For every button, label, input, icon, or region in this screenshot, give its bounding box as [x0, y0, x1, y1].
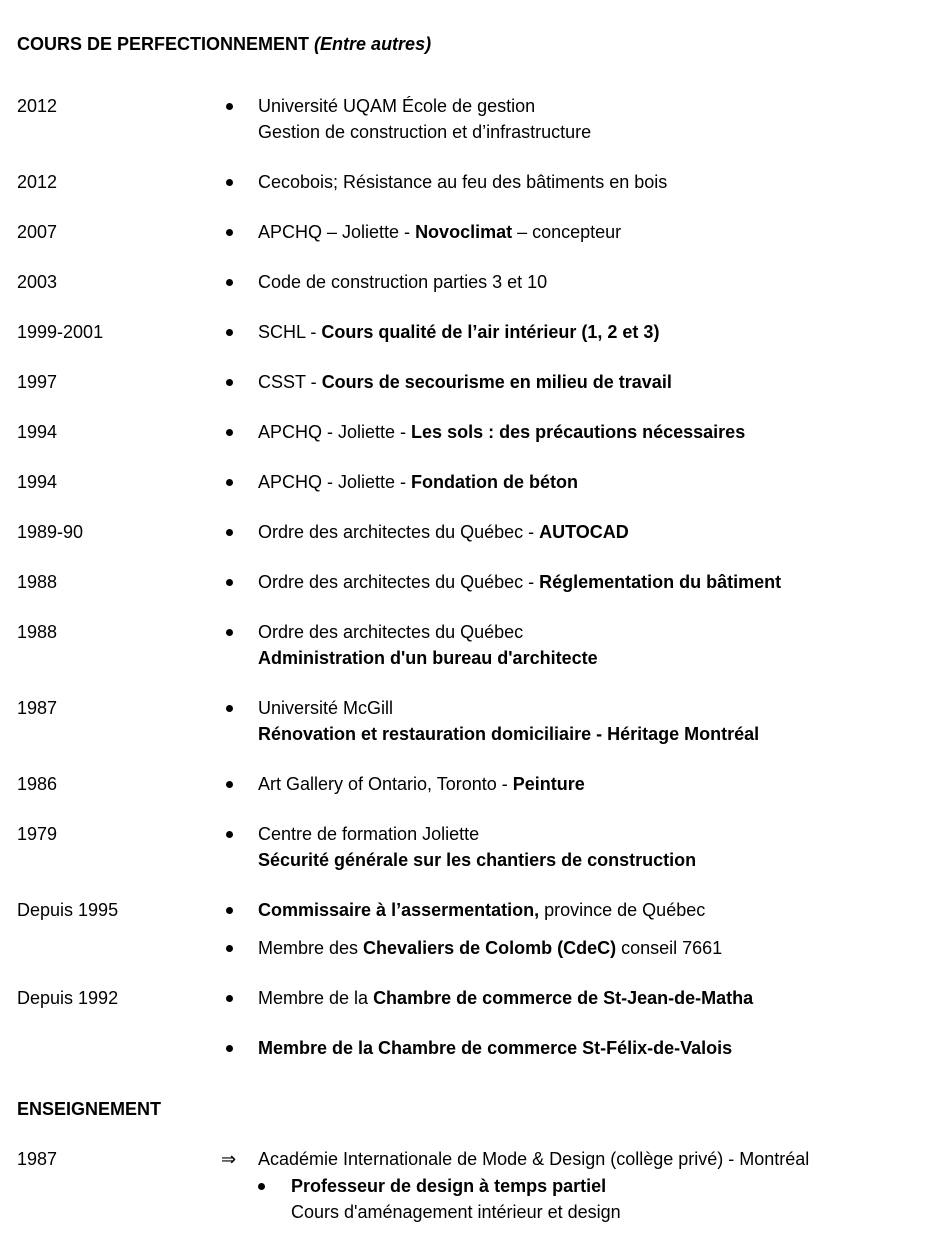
entry-year: 2012 — [17, 96, 58, 116]
bullet-icon — [226, 93, 235, 119]
entry-pre: APCHQ - Joliette - — [258, 472, 412, 492]
entry-line1: Ordre des architectes du Québec — [258, 622, 524, 642]
entry-text — [258, 469, 578, 495]
bullet-icon — [226, 269, 235, 295]
entry-bold: Réglementation du bâtiment — [539, 572, 782, 592]
entry-year: 1986 — [17, 774, 58, 794]
entry-bold: Membre de la Chambre de commerce St-Félix-de-Valois — [258, 1038, 733, 1058]
entry-pre: Art Gallery of Ontario, Toronto - — [258, 774, 513, 794]
entry-bold: Cours de secourisme en milieu de travail — [321, 372, 672, 392]
entry-year: 1997 — [17, 372, 58, 392]
entry-text — [258, 219, 621, 245]
teaching-role-text — [291, 1173, 621, 1225]
section-title-enseignement: ENSEIGNEMENT — [17, 1099, 162, 1119]
bullet-icon — [226, 771, 235, 797]
entry-pre: APCHQ - Joliette - — [258, 422, 412, 442]
entry-year: 1999-2001 — [17, 322, 104, 342]
role-title: Professeur de design à temps partiel — [291, 1176, 607, 1196]
entry-pre: Membre des — [258, 938, 364, 958]
entry-text — [258, 93, 591, 145]
bullet-icon — [226, 1035, 235, 1061]
section-title-note: (Entre autres) — [314, 34, 432, 54]
role-course: Cours d'aménagement intérieur et design — [291, 1202, 621, 1222]
bullet-icon — [226, 897, 235, 923]
bullet-icon — [226, 219, 235, 245]
entry-line1: Centre de formation Joliette — [258, 824, 480, 844]
entry-text — [258, 619, 598, 671]
bullet-icon — [226, 319, 235, 345]
entry-year: 1994 — [17, 422, 58, 442]
entry-text: Code de construction parties 3 et 10 — [258, 272, 548, 292]
entry-bold: Les sols : des précautions nécessaires — [411, 422, 746, 442]
entry-bold: Fondation de béton — [411, 472, 579, 492]
entry-line2: Gestion de construction et d’infrastructure — [258, 122, 592, 142]
entry-bold: Peinture — [512, 774, 585, 794]
entry-text — [258, 569, 781, 595]
entry-text — [258, 897, 705, 923]
bullet-icon — [226, 935, 235, 961]
entry-bold: Chambre de commerce de St-Jean-de-Matha — [373, 988, 754, 1008]
entry-year: 1988 — [17, 572, 58, 592]
entry-pre: APCHQ – Joliette - — [258, 222, 416, 242]
bullet-icon — [226, 419, 235, 445]
entry-bold: Novoclimat — [415, 222, 513, 242]
entry-text — [258, 519, 629, 545]
bullet-icon — [226, 619, 235, 645]
section-title-text: COURS DE PERFECTIONNEMENT — [17, 34, 310, 54]
entry-text: Cecobois; Résistance au feu des bâtiments en bois — [258, 172, 668, 192]
entry-year: 1988 — [17, 622, 58, 642]
entry-text — [258, 771, 585, 797]
teaching-institution: Académie Internationale de Mode & Design (collège privé) - Montréal — [258, 1149, 810, 1169]
entry-text — [258, 695, 759, 747]
entry-bold: Administration d'un bureau d'architecte — [258, 648, 598, 668]
entry-bold: AUTOCAD — [539, 522, 629, 542]
entry-year: 1979 — [17, 824, 58, 844]
entry-year: 2007 — [17, 222, 58, 242]
entry-bold: Sécurité générale sur les chantiers de construction — [258, 850, 697, 870]
entry-text — [258, 419, 745, 445]
entry-pre: Ordre des architectes du Québec - — [258, 572, 540, 592]
entry-line1: Université McGill — [258, 698, 394, 718]
entry-year: 1989-90 — [17, 522, 84, 542]
entry-bold: Cours qualité de l’air intérieur (1, 2 et 3) — [321, 322, 660, 342]
entry-year: 1987 — [17, 1149, 58, 1169]
entry-pre: CSST - — [258, 372, 322, 392]
entry-line1: Université UQAM École de gestion — [258, 96, 536, 116]
entry-text — [258, 319, 659, 345]
entry-post: province de Québec — [539, 900, 706, 920]
bullet-icon — [226, 985, 235, 1011]
entry-pre: Ordre des architectes du Québec - — [258, 522, 540, 542]
entry-bold: Commissaire à l’assermentation, — [258, 900, 540, 920]
entry-year: 1987 — [17, 698, 58, 718]
entry-post: conseil 7661 — [616, 938, 723, 958]
bullet-icon — [226, 569, 235, 595]
entry-text — [258, 985, 753, 1011]
entry-text — [258, 369, 672, 395]
section-title-cours — [17, 33, 431, 55]
entry-year: 2012 — [17, 172, 58, 192]
entry-pre: SCHL - — [258, 322, 322, 342]
entry-bold: Rénovation et restauration domiciliaire - Héritage Montréal — [258, 724, 760, 744]
entry-bold: Chevaliers de Colomb (CdeC) — [363, 938, 617, 958]
entry-text — [258, 821, 696, 873]
bullet-icon — [226, 369, 235, 395]
bullet-icon — [226, 169, 235, 195]
bullet-icon — [226, 519, 235, 545]
bullet-icon — [226, 821, 235, 847]
bullet-icon — [226, 469, 235, 495]
bullet-icon — [226, 695, 235, 721]
entry-year: Depuis 1992 — [17, 988, 119, 1008]
entry-pre: Membre de la — [258, 988, 374, 1008]
bullet-icon — [258, 1173, 267, 1199]
entry-text — [258, 935, 722, 961]
entry-year: 2003 — [17, 272, 58, 292]
arrow-right-icon: ⇒ — [221, 1149, 237, 1169]
entry-post: – concepteur — [512, 222, 622, 242]
entry-text — [258, 1035, 732, 1061]
entry-year: 1994 — [17, 472, 58, 492]
entry-year: Depuis 1995 — [17, 900, 119, 920]
